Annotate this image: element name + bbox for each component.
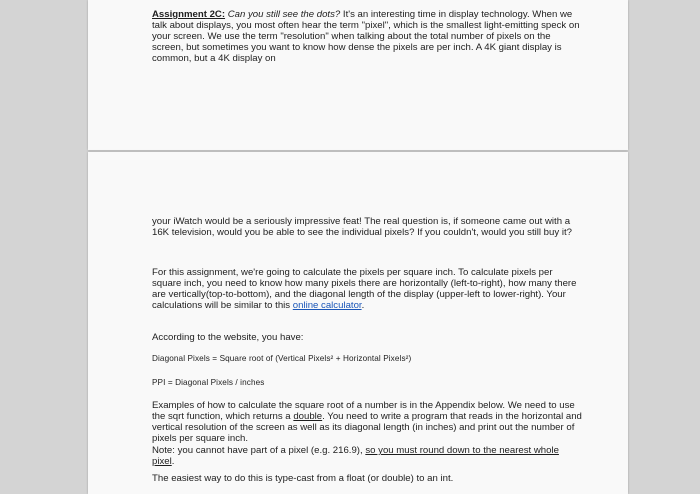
assignment-title: Assignment 2C: xyxy=(152,9,226,20)
typecast-text: The easiest way to do this is type-cast from a float (or double) to an int. xyxy=(152,473,454,484)
paragraph-sqrt xyxy=(152,400,582,444)
note-text: Note: you cannot have part of a pixel (e.g. 216.9), xyxy=(152,445,363,456)
calculation-text: For this assignment, we're going to calculate the pixels per square inch. To calculate pixels per square inch, you need to know how many pixels there are horizontally (left-to-right), how many there are vertically(top-to-bottom), and the diagonal length of the display (upper-left to lower-right). Your calculations will be similar to this xyxy=(152,267,577,311)
sqrt-text-b: . You need to write a program that reads in the horizontal and vertical resolution of the screen as well as its diagonal length (in inches) and print out the number of pixels per square inch. xyxy=(152,411,582,444)
paragraph-iwatch: your iWatch would be a seriously impressive feat! The real question is, if someone came out with a 16K television, would you be able to see the individual pixels? If you couldn't, would you still buy it? xyxy=(152,216,572,238)
formula-diagonal-pixels: Diagonal Pixels = Square root of (Vertical Pixels² + Horizontal Pixels²) xyxy=(152,354,412,363)
paragraph-calculation xyxy=(152,267,582,311)
online-calculator-link[interactable]: online calculator xyxy=(292,300,362,311)
double-link[interactable]: double xyxy=(293,411,323,422)
intro-text: It's an interesting time in display technology. When we talk about displays, you most often hear the term "pixel", which is the smallest light-emitting speck on your screen. We use the term "resolution" when talking about the total number of pixels on the screen, but sometimes you want to know how dense the pixels are per inch. A 4K giant display is common, but a 4K display on xyxy=(152,9,580,64)
note-rounding-emphasis: so you must round down to the nearest whole pixel xyxy=(152,445,559,467)
intro-lead: Can you still see the dots? xyxy=(227,9,341,20)
note-paragraph xyxy=(152,445,582,467)
document-page-1 xyxy=(88,0,628,150)
according-text: According to the website, you have: xyxy=(152,332,304,343)
assignment-intro-paragraph xyxy=(152,9,582,64)
document-page-2 xyxy=(88,152,628,494)
calculation-end: . xyxy=(361,300,365,311)
sqrt-text-a: Examples of how to calculate the square root of a number is in the Appendix below. We need to use the sqrt function, which returns a xyxy=(152,400,575,422)
formula-ppi: PPI = Diagonal Pixels / inches xyxy=(152,378,265,387)
note-end: . xyxy=(171,456,175,467)
